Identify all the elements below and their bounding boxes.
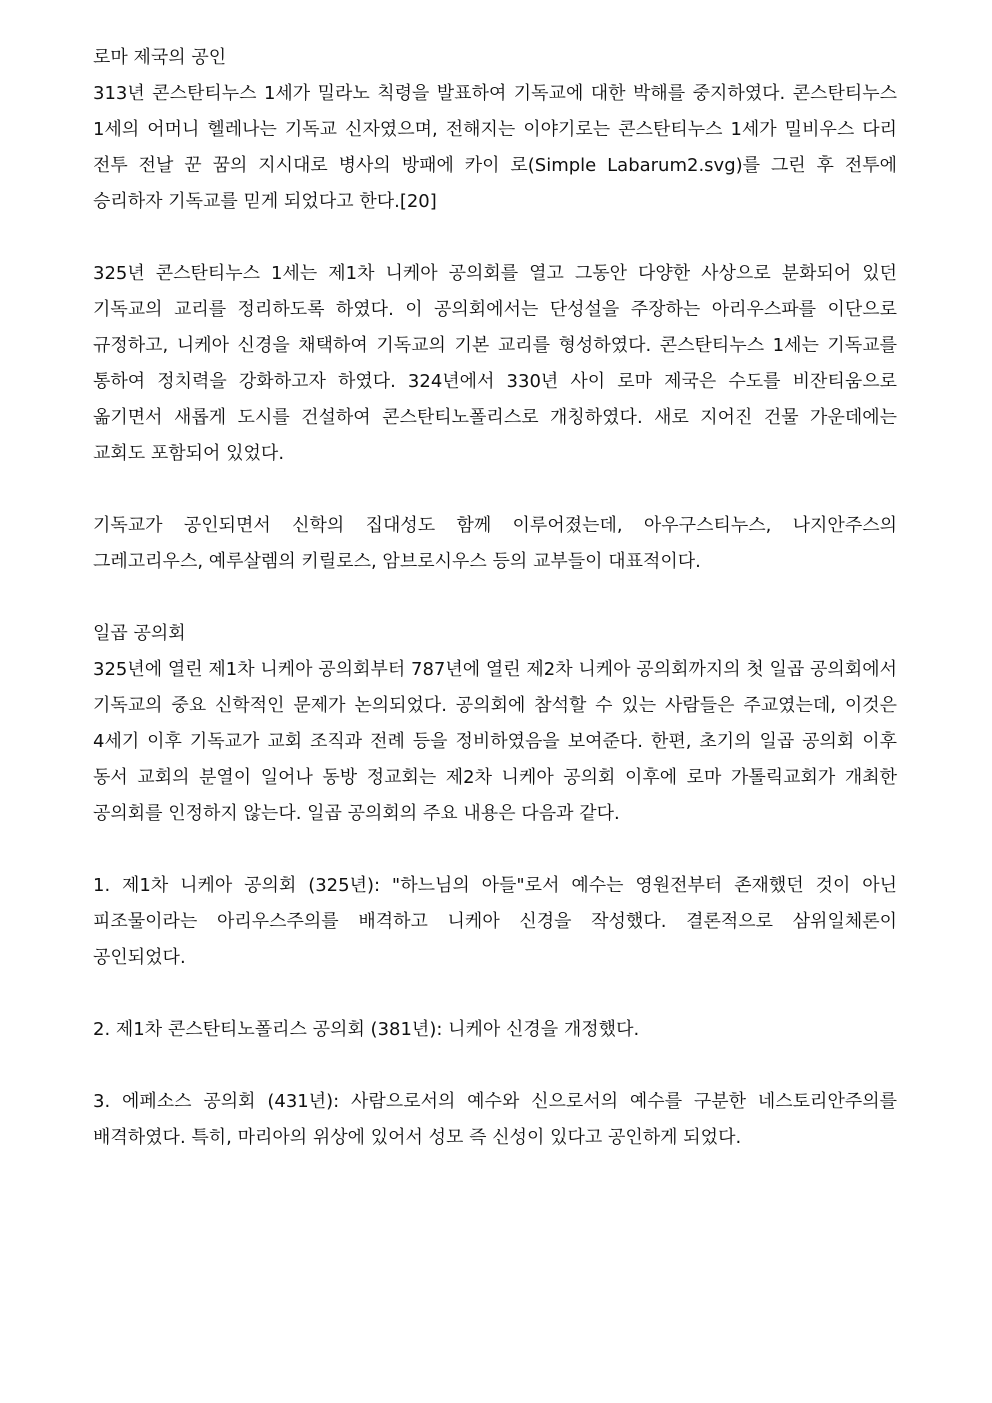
section-heading-roman-recognition: 로마 제국의 공인 [93,47,227,68]
list-item-council-2: 2. 제1차 콘스탄티노폴리스 공의회 (381년): 니케아 신경을 개정했다. [93,1019,640,1040]
paragraph-gap [93,220,897,256]
paragraph-gap [93,580,897,616]
paragraph-gap [93,472,897,508]
list-item-council-3: 3. 에페소스 공의회 (431년): 사람으로서의 예수와 신으로서의 예수를 구분한 네스토리안주의를 배격하였다. 특히, 마리아의 위상에 있어서 성모 즉 신성이 있다고 공인하게 되었다. [93,1091,897,1148]
paragraph-church-fathers: 기독교가 공인되면서 신학의 집대성도 함께 이루어졌는데, 아우구스티누스, 나지안주스의 그레고리우스, 예루살렘의 키릴로스, 암브로시우스 등의 교부들이 대표적이다. [93,515,897,572]
paragraph-gap [93,1048,897,1084]
paragraph-nicaea-council: 325년 콘스탄티누스 1세는 제1차 니케아 공의회를 열고 그동안 다양한 사상으로 분화되어 있던 기독교의 교리를 정리하도록 하였다. 이 공의회에서는 단성설을 주장하는 아리우스파를 이단으로 규정하고, 니케아 신경을 채택하여 기독교의 기본 교리를 형성하였다. 콘스탄티누스 1세는 기독교를 통하여 정치력을 강화하고자 하였다. 324년에서 330년 사이 로마 제국은 수도를 비잔티움으로 옮기면서 새롭게 도시를 건설하여 콘스탄티노폴리스로 개칭하였다. 새로 지어진 건물 가운데에는 교회도 포함되어 있었다. [93,263,897,464]
document-page [93,40,897,1156]
paragraph-milan-edict: 313년 콘스탄티누스 1세가 밀라노 칙령을 발표하여 기독교에 대한 박해를 중지하였다. 콘스탄티누스 1세의 어머니 헬레나는 기독교 신자였으며, 전해지는 이야기로는 콘스탄티누스 1세가 밀비우스 다리 전투 전날 꾼 꿈의 지시대로 병사의 방패에 카이 로(Simple Labarum2.svg)를 그린 후 전투에 승리하자 기독교를 믿게 되었다고 한다.[20] [93,83,897,212]
paragraph-gap [93,976,897,1012]
list-item-council-1: 1. 제1차 니케아 공의회 (325년): "하느님의 아들"로서 예수는 영원전부터 존재했던 것이 아닌 피조물이라는 아리우스주의를 배격하고 니케아 신경을 작성했다. 결론적으로 삼위일체론이 공인되었다. [93,875,897,968]
paragraph-gap [93,832,897,868]
paragraph-councils-intro: 325년에 열린 제1차 니케아 공의회부터 787년에 열린 제2차 니케아 공의회까지의 첫 일곱 공의회에서 기독교의 중요 신학적인 문제가 논의되었다. 공의회에 참석할 수 있는 사람들은 주교였는데, 이것은 4세기 이후 기독교가 교회 조직과 전례 등을 정비하였음을 보여준다. 한편, 초기의 일곱 공의회 이후 동서 교회의 분열이 일어나 동방 정교회는 제2차 니케아 공의회 이후에 로마 가톨릭교회가 개최한 공의회를 인정하지 않는다. 일곱 공의회의 주요 내용은 다음과 같다. [93,659,897,824]
section-heading-seven-councils: 일곱 공의회 [93,623,186,644]
